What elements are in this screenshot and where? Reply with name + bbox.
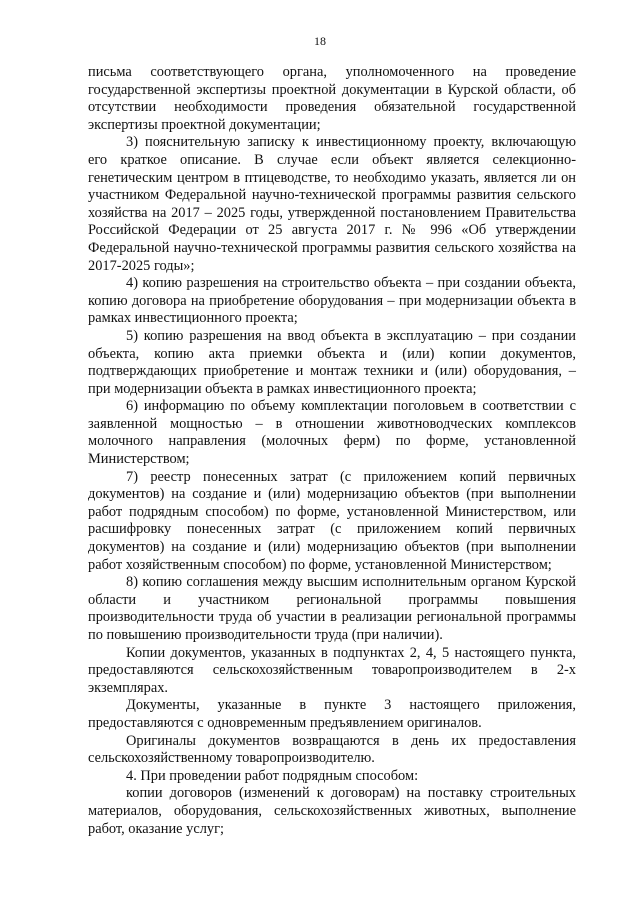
paragraph: 8) копию соглашения между высшим исполнительным органом Курской области и участником региональной программы повышения производительности труда об участии в реализации региональной программы по повышению производительности труда (при наличии). — [88, 574, 576, 643]
paragraph: Документы, указанные в пункте 3 настоящего приложения, предоставляются с одновременным предъявлением оригиналов. — [88, 697, 576, 731]
document-body — [88, 64, 576, 838]
paragraph: Копии документов, указанных в подпунктах 2, 4, 5 настоящего пункта, предоставляются сельскохозяйственным товаропроизводителем в 2-х экземплярах. — [88, 644, 576, 696]
paragraph: 6) информацию по объему комплектации поголовьем в соответствии с заявленной мощностью – в отношении животноводческих комплексов молочного направления (молочных ферм) по форме, установленной Министерством; — [88, 398, 576, 468]
paragraph: письма соответствующего органа, уполномоченного на проведение государственной экспертизы проектной документации в Курской области, об отсутствии необходимости проведения обязательной государственной экспертизы проектной документации; — [88, 64, 576, 133]
paragraph: 4. При проведении работ подрядным способом: — [126, 767, 419, 784]
paragraph: копии договоров (изменений к договорам) на поставку строительных материалов, оборудования, сельскохозяйственных животных, выполнение работ, оказание услуг; — [88, 785, 576, 837]
paragraph: 4) копию разрешения на строительство объекта – при создании объекта, копию договора на приобретение оборудования – при модернизации объекта в рамках инвестиционного проекта; — [88, 275, 576, 327]
paragraph: 3) пояснительную записку к инвестиционному проекту, включающую его краткое описание. В случае если объект является селекционно-генетическим центром в птицеводстве, то необходимо указать, является ли он участником Федеральной научно-технической программы развития сельского хозяйства на 2017 – 2025 годы, утвержденной постановлением Правительства Российской Федерации от 25 августа 2017 г. № 996 «Об утверждении Федеральной научно-технической программы развития сельского хозяйства на 2017-2025 годы»; — [88, 134, 576, 274]
paragraph: 5) копию разрешения на ввод объекта в эксплуатацию – при создании объекта, копию акта приемки объекта и (или) копии документов, подтверждающих приобретение и монтаж техники и (или) оборудования, – при модернизации объекта в рамках инвестиционного проекта; — [88, 327, 576, 397]
paragraph: Оригиналы документов возвращаются в день их предоставления сельскохозяйственному товаропроизводителю. — [88, 732, 576, 767]
page-number: 18 — [314, 34, 326, 48]
paragraph: 7) реестр понесенных затрат (с приложением копий первичных документов) на создание и (или) модернизацию объектов (при выполнении работ подрядным способом) по форме, установленной Министерством, или расшифровку понесенных затрат (с приложением копий первичных документов) на создание и (или) модернизацию объектов (при выполнении работ хозяйственным способом) по форме, установленной Министерством; — [88, 468, 576, 573]
